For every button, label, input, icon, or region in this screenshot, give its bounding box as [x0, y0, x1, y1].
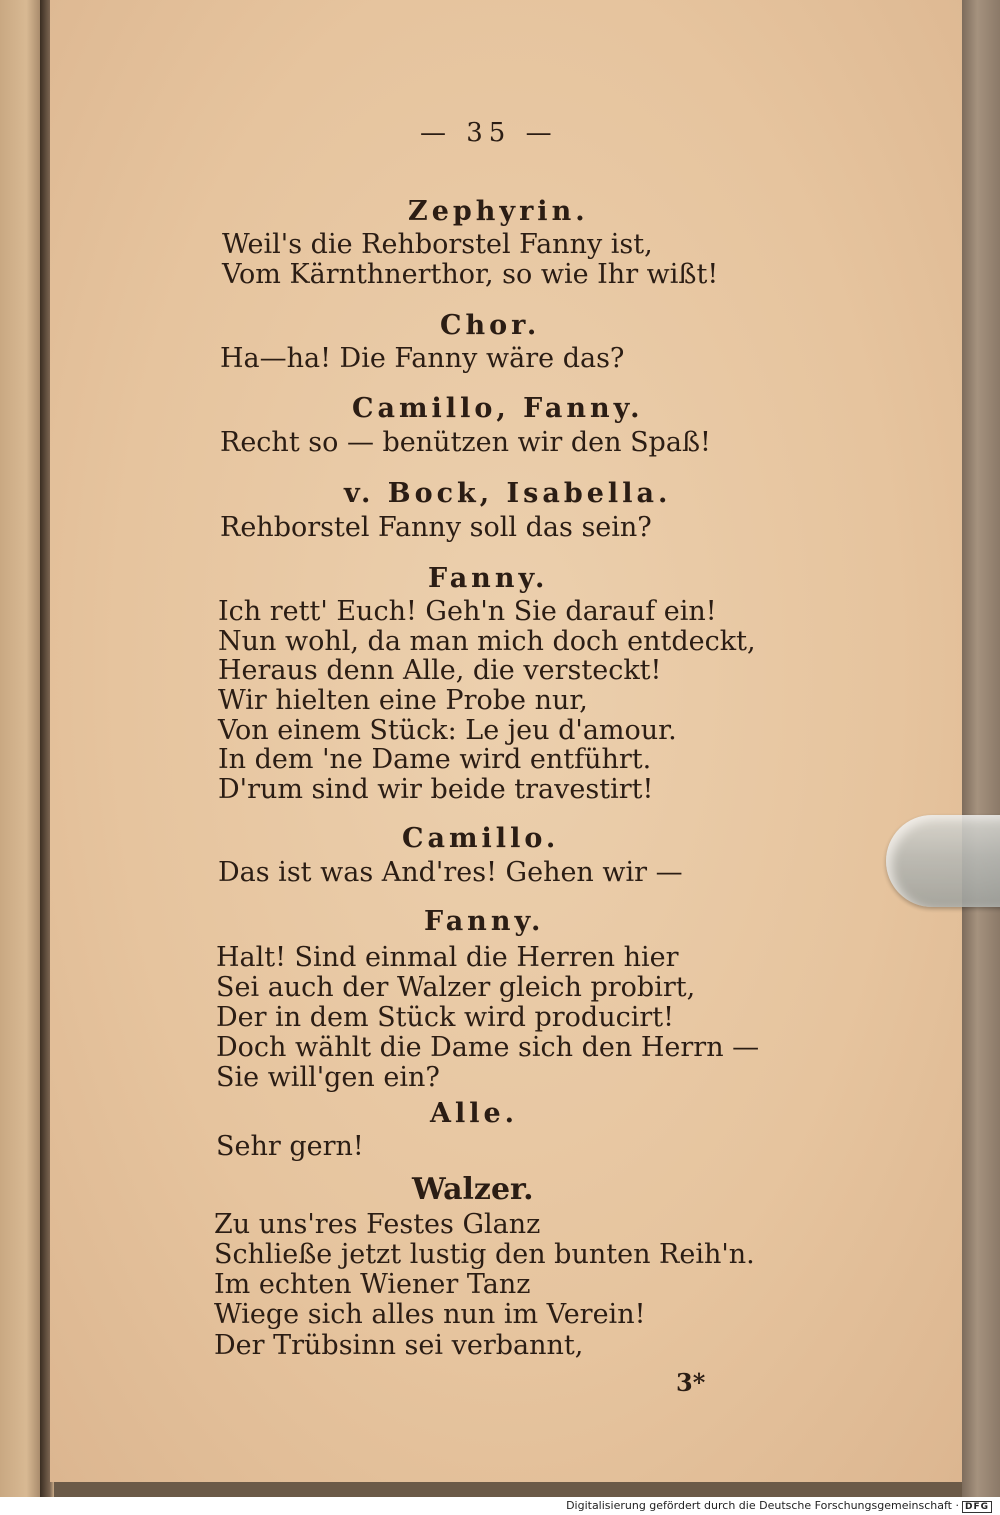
speaker-name: Fanny.: [424, 906, 545, 937]
speaker-name: Camillo, Fanny.: [352, 393, 644, 424]
speaker-name: Alle.: [430, 1098, 519, 1129]
facing-page-edge: [0, 0, 44, 1497]
page-stack-edge: [962, 0, 1000, 1497]
speaker-name: v. Bock, Isabella.: [344, 478, 672, 509]
verse-line: Heraus denn Alle, die versteckt!: [218, 655, 662, 686]
verse-line: Sie will'gen ein?: [216, 1062, 440, 1093]
dfg-logo: DFG: [962, 1501, 992, 1513]
speaker-name: Fanny.: [428, 563, 549, 594]
verse-line: Recht so — benützen wir den Spaß!: [220, 427, 711, 458]
verse-line: Weil's die Rehborstel Fanny ist,: [222, 229, 653, 260]
verse-line: Der Trübsinn sei verbannt,: [214, 1330, 584, 1361]
section-heading: Walzer.: [412, 1172, 534, 1207]
verse-line: Ha—ha! Die Fanny wäre das?: [220, 343, 625, 374]
footer-credit: [566, 1499, 992, 1513]
verse-line: In dem 'ne Dame wird entführt.: [218, 744, 652, 775]
verse-line: Wiege sich alles nun im Verein!: [214, 1299, 646, 1330]
verse-line: Das ist was And'res! Gehen wir —: [218, 857, 683, 888]
verse-line: Schließe jetzt lustig den bunten Reih'n.: [214, 1239, 755, 1270]
speaker-name: Camillo.: [402, 823, 560, 854]
verse-line: Zu uns'res Festes Glanz: [214, 1209, 541, 1240]
verse-line: Doch wählt die Dame sich den Herrn —: [216, 1032, 760, 1063]
verse-line: Sei auch der Walzer gleich probirt,: [216, 972, 696, 1003]
verse-line: Von einem Stück: Le jeu d'amour.: [218, 715, 677, 746]
verse-line: Vom Kärnthnerthor, so wie Ihr wißt!: [222, 259, 719, 290]
speaker-name: Chor.: [440, 310, 541, 341]
verse-line: Im echten Wiener Tanz: [214, 1269, 531, 1300]
signature-mark: 3*: [676, 1368, 706, 1397]
speaker-name: Zephyrin.: [408, 196, 589, 227]
page-number: — 35 —: [420, 118, 558, 148]
footer-text: Digitalisierung gefördert durch die Deutsche Forschungsgemeinschaft ·: [566, 1499, 959, 1512]
verse-line: Halt! Sind einmal die Herren hier: [216, 942, 679, 973]
verse-line: Sehr gern!: [216, 1131, 364, 1162]
verse-line: Ich rett' Euch! Geh'n Sie darauf ein!: [218, 596, 717, 627]
verse-line: Der in dem Stück wird producirt!: [216, 1002, 674, 1033]
verse-line: Wir hielten eine Probe nur,: [218, 685, 588, 716]
glass-page-holder: [886, 815, 1000, 907]
verse-line: Rehborstel Fanny soll das sein?: [220, 512, 652, 543]
verse-line: Nun wohl, da man mich doch entdeckt,: [218, 626, 756, 657]
verse-line: D'rum sind wir beide travestirt!: [218, 774, 654, 805]
